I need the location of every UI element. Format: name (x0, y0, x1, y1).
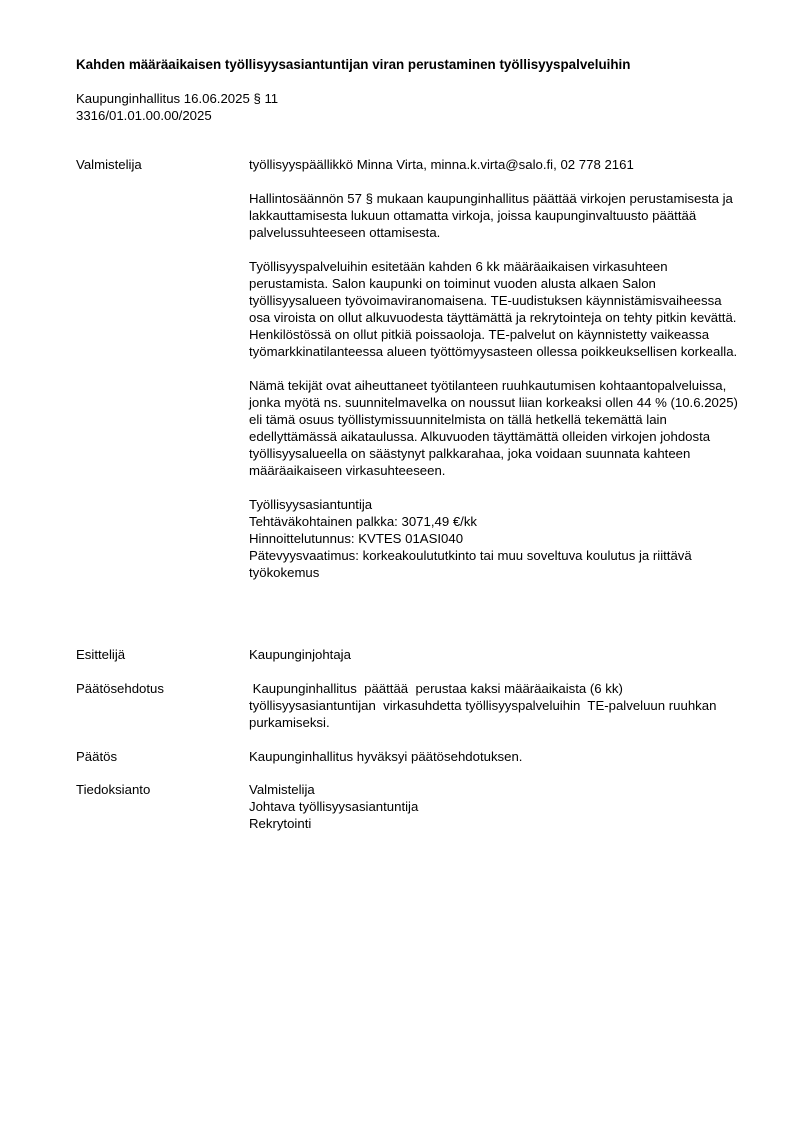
esittelija-label: Esittelijä (76, 647, 126, 662)
tiedoksianto-label: Tiedoksianto (76, 782, 151, 797)
paatosehdotus-label: Päätösehdotus (76, 681, 164, 696)
preparer-line: työllisyyspäällikkö Minna Virta, minna.k.virta@salo.fi, 02 778 2161 (249, 157, 634, 172)
paatos-label: Päätös (76, 749, 118, 764)
esittelija-value: Kaupunginjohtaja (249, 647, 351, 662)
recipient-item: Johtava työllisyysasiantuntija (249, 799, 419, 814)
tiedoksianto-recipients (249, 781, 739, 832)
paragraph-proposal-background: Työllisyyspalveluihin esitetään kahden 6 kk määräaikaisen virkasuhteen perustamista. Salon kaupunki on toiminut vuoden alusta alkaen Salon työllisyysalueen työvoimaviranomaisena. TE-uudistuksen käynnistämisvaiheessa osa viroista on ollut alkuvuodesta täyttämättä ja rekrytointeja on tehty pitkin kevättä. Henkilöstössä on ollut pitkiä poissaoloja. TE-palvelut on käynnistetty vaikeassa työmarkkinatilanteessa alueen työttömyysasteen ollessa poikkeuksellisen korkealla. (249, 259, 738, 359)
record-number: 3316/01.01.00.00/2025 (76, 108, 212, 123)
position-qualification: Pätevyysvaatimus: korkeakoulututkinto tai muu soveltuva koulutus ja riittävä työkokemus (249, 548, 692, 580)
position-salary: Tehtäväkohtainen palkka: 3071,49 €/kk (249, 514, 478, 529)
valmistelija-content (249, 156, 739, 581)
position-details (249, 496, 739, 581)
document-title: Kahden määräaikaisen työllisyysasiantuntijan viran perustaminen työllisyyspalveluihin (76, 57, 631, 72)
position-title: Työllisyysasiantuntija (249, 497, 373, 512)
recipient-item: Rekrytointi (249, 816, 312, 831)
meeting-reference: Kaupunginhallitus 16.06.2025 § 11 (76, 91, 279, 106)
recipient-item: Valmistelija (249, 782, 315, 797)
paragraph-authority: Hallintosäännön 57 § mukaan kaupunginhallitus päättää virkojen perustamisesta ja lakkauttamisesta lukuun ottamatta virkoja, joissa kaupunginvaltuusto päättää palvelussuhteeseen ottamisesta. (249, 191, 733, 240)
paragraph-justification: Nämä tekijät ovat aiheuttaneet työtilanteen ruuhkautumisen kohtaantopalveluissa, jonka myötä ns. suunnitelmavelka on noussut liian korkeaksi ollen 44 % (10.6.2025) eli tämä osuus työllistymissuunnitelmista on tällä hetkellä tekemättä lain edellyttämässä aikataulussa. Alkuvuoden täyttämättä olleiden virkojen johdosta työllisyysalueella on säästynyt palkkarahaa, joka voidaan suunnata kahteen määräaikaiseen virkasuhteeseen. (249, 378, 738, 478)
position-pricing-code: Hinnoittelutunnus: KVTES 01ASI040 (249, 531, 464, 546)
document-meta (76, 90, 756, 124)
valmistelija-label: Valmistelija (76, 157, 142, 172)
paatos-value: Kaupunginhallitus hyväksyi päätösehdotuksen. (249, 749, 523, 764)
paatosehdotus-value: Kaupunginhallitus päättää perustaa kaksi määräaikaista (6 kk) työllisyysasiantuntijan virkasuhdetta työllisyyspalveluihin TE-palveluun ruuhkan purkamiseksi. (249, 681, 721, 730)
